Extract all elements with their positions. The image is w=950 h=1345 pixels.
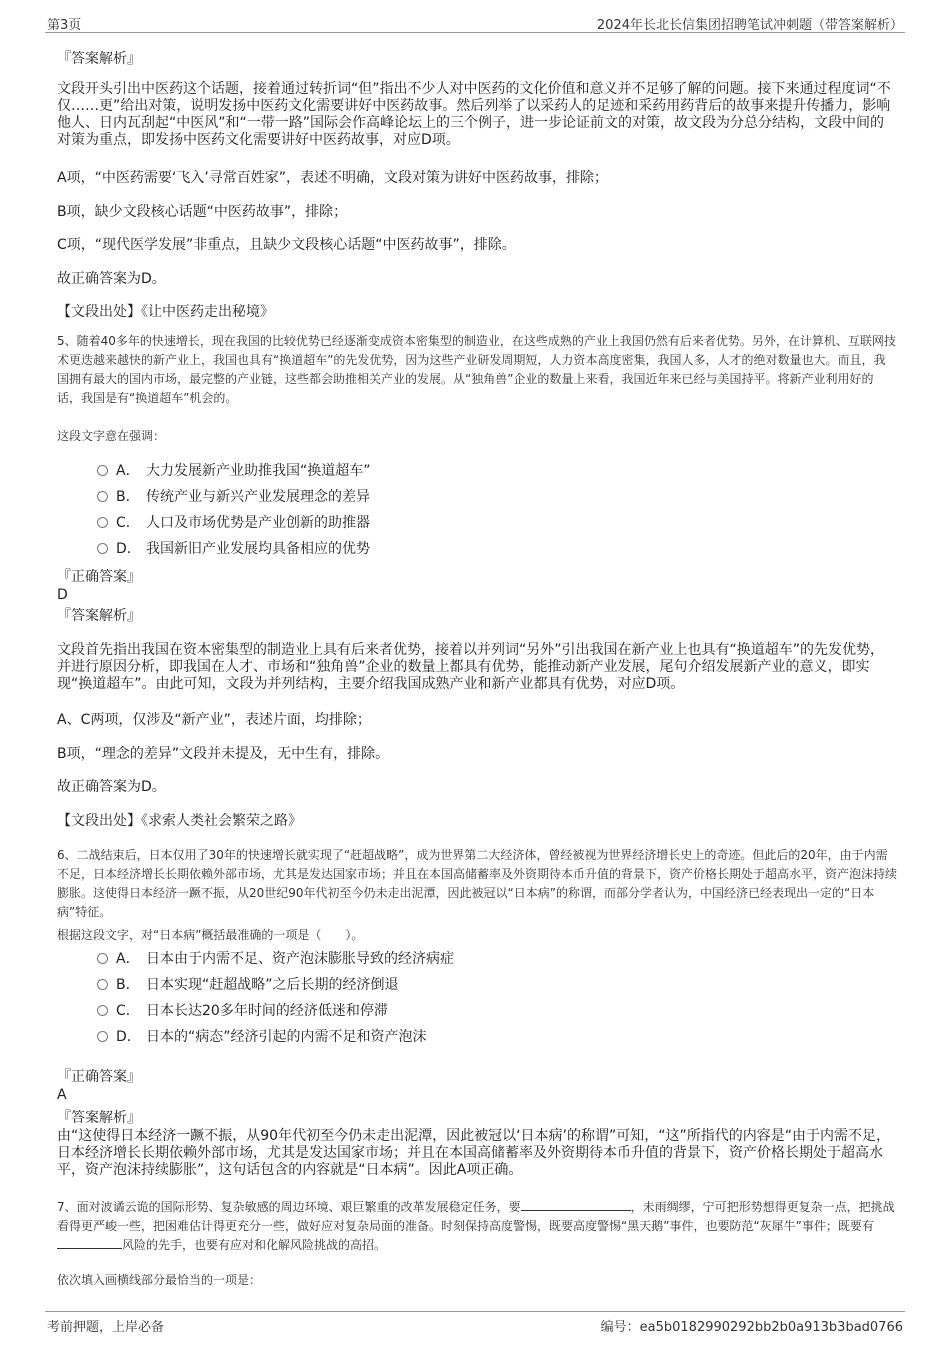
- radio-icon[interactable]: [97, 491, 108, 502]
- q5-option-b[interactable]: B． 传统产业与新兴产业发展理念的差异: [97, 488, 370, 506]
- radio-icon[interactable]: [97, 543, 108, 554]
- q7-stem: 7、面对波谲云诡的国际形势、复杂敏感的周边环境、艰巨繁重的改革发展稳定任务，要 ，未雨绸缪，宁可把形势想得更复杂一点，把挑战看得更严峻一些，把困难估计得更充分一些，做好应对复杂局面的准备。时刻保持高度警惕，既要高度警惕“黑天鹅”事件，也要防范“灰犀牛”事件；既要有风险的先手，也要有应对和化解风险挑战的高招。: [57, 1200, 895, 1252]
- document-title: 2024年长北长信集团招聘笔试冲刺题（带答案解析）: [596, 18, 903, 33]
- q5-question: 这段文字意在强调：: [57, 429, 166, 443]
- q6-option-d[interactable]: D． 日本的“病态”经济引起的内需不足和资产泡沫: [97, 1028, 427, 1046]
- q5-conclusion: 故正确答案为D。: [57, 779, 166, 795]
- q6-analysis: 由“这使得日本经济一蹶不振，从90年代初至今仍未走出泥潭，因此被冠以‘日本病’的称谓”可知，“这”所指代的内容是“由于内需不足，日本经济增长长期依赖外部市场，尤其是发达国家市场；并且在本国高储蓄率及外资期待本币升值的背景下，资产价格长期处于超高水平，资产泡沫持续膨胀”，这句话包含的内容就是“日本病”。因此A项正确。: [57, 1128, 890, 1178]
- q5-option-b-note: B项，“理念的差异”文段并未提及，无中生有，排除。: [57, 746, 390, 762]
- radio-icon[interactable]: [97, 1031, 108, 1042]
- page-footer: [45, 1311, 905, 1336]
- q5-source: 【文段出处】《求索人类社会繁荣之路》: [57, 813, 302, 829]
- fill-blank-1: [521, 1198, 631, 1211]
- radio-icon[interactable]: [97, 953, 108, 964]
- q4-explain-label: 『答案解析』: [57, 51, 141, 67]
- q5-option-a[interactable]: A． 大力发展新产业助推我国“换道超车”: [97, 462, 371, 480]
- q6-option-a[interactable]: A． 日本由于内需不足、资产泡沫膨胀导致的经济病症: [97, 950, 454, 968]
- page-header: [45, 12, 905, 33]
- q6-explain-label: 『答案解析』: [57, 1110, 141, 1126]
- footer-slogan: 考前押题，上岸必备: [47, 1320, 165, 1335]
- page-number: 第3页: [47, 18, 82, 33]
- document-id: 编号：ea5b0182990292bb2b0a913b3bad0766: [600, 1320, 903, 1335]
- q5-option-ac-note: A、C两项，仅涉及“新产业”，表述片面，均排除；: [57, 712, 371, 728]
- q6-answer: A: [57, 1087, 67, 1103]
- q4-conclusion: 故正确答案为D。: [57, 271, 166, 287]
- q5-option-d[interactable]: D． 我国新旧产业发展均具备相应的优势: [97, 540, 370, 558]
- q5-answer: D: [57, 587, 68, 603]
- radio-icon[interactable]: [97, 465, 108, 476]
- radio-icon[interactable]: [97, 1005, 108, 1016]
- q6-stem: 6、二战结束后，日本仅用了30年的快速增长就实现了“赶超战略”，成为世界第二大经济体，曾经被视为世界经济增长史上的奇迹。但此后的20年，由于内需不足，日本经济增长长期依赖外部市场，尤其是发达国家市场；并且在本国高储蓄率及外资期待本币升值的背景下，资产价格长期处于超高水平，资产泡沫持续膨胀。这使得日本经济一蹶不振，从20世纪90年代初至今仍未走出泥潭，因此被冠以“日本病”的称谓，而部分学者认为，中国经济已经表现出一定的“日本病”特征。: [57, 848, 898, 919]
- q4-option-c-note: C项，“现代医学发展”非重点，且缺少文段核心话题“中医药故事”，排除。: [57, 237, 516, 253]
- q4-option-a-note: A项，“中医药需要‘飞入’寻常百姓家”，表述不明确，文段对策为讲好中医药故事，排除；: [57, 170, 608, 186]
- q6-answer-label: 『正确答案』: [57, 1069, 141, 1085]
- q6-question: 根据这段文字，对“日本病”概括最准确的一项是（ ）。: [57, 928, 364, 942]
- fill-blank-2: [57, 1236, 122, 1249]
- radio-icon[interactable]: [97, 517, 108, 528]
- q6-option-b[interactable]: B． 日本实现“赶超战略”之后长期的经济倒退: [97, 976, 399, 994]
- q5-answer-label: 『正确答案』: [57, 569, 141, 585]
- q5-explain-label: 『答案解析』: [57, 608, 141, 624]
- radio-icon[interactable]: [97, 979, 108, 990]
- q5-option-c[interactable]: C． 人口及市场优势是产业创新的助推器: [97, 514, 370, 532]
- q4-analysis: 文段开头引出中医药这个话题，接着通过转折词“但”指出不少人对中医药的文化价值和意义并不足够了解的问题。接下来通过程度词“不仅……更”给出对策，说明发扬中医药文化需要讲好中医药故事。然后列举了以采药人的足迹和采药用药背后的故事来提升传播力，影响他人、日内瓦刮起“中医风”和“一带一路”国际会作高峰论坛上的三个例子，进一步论证前文的对策，故文段为分总分结构，文段中间的对策为重点，即发扬中医药文化需要讲好中医药故事，对应D项。: [57, 81, 891, 148]
- q7-question: 依次填入画横线部分最恰当的一项是：: [57, 1273, 262, 1287]
- q4-source: 【文段出处】《让中医药走出秘境》: [57, 304, 274, 320]
- q5-stem: 5、随着40多年的快速增长，现在我国的比较优势已经逐渐变成资本密集型的制造业，在这些成熟的产业上我国仍然有后来者优势。另外，在计算机、互联网技术更迭越来越快的新产业上，我国也具有“换道超车”的先发优势，因为这些产业研发周期短，人力资本高度密集，我国人多，人才的绝对数量也大。而且，我国拥有最大的国内市场，最完整的产业链，这些都会助推相关产业的发展。从“独角兽”企业的数量上来看，我国近年来已经与美国持平。将新产业利用好的话，我国是有“换道超车”机会的。: [57, 334, 896, 405]
- q5-analysis: 文段首先指出我国在资本密集型的制造业上具有后来者优势，接着以并列词“另外”引出我国在新产业上也具有“换道超车”的先发优势，并进行原因分析，即我国在人才、市场和“独角兽”企业的数量上都具有优势，能推动新产业发展，尾句介绍发展新产业的意义，即实现“换道超车”。由此可知，文段为并列结构，主要介绍我国成熟产业和新产业都具有优势，对应D项。: [57, 642, 885, 692]
- q6-option-c[interactable]: C． 日本长达20多年时间的经济低迷和停滞: [97, 1002, 388, 1020]
- q4-option-b-note: B项，缺少文段核心话题“中医药故事”，排除；: [57, 204, 348, 220]
